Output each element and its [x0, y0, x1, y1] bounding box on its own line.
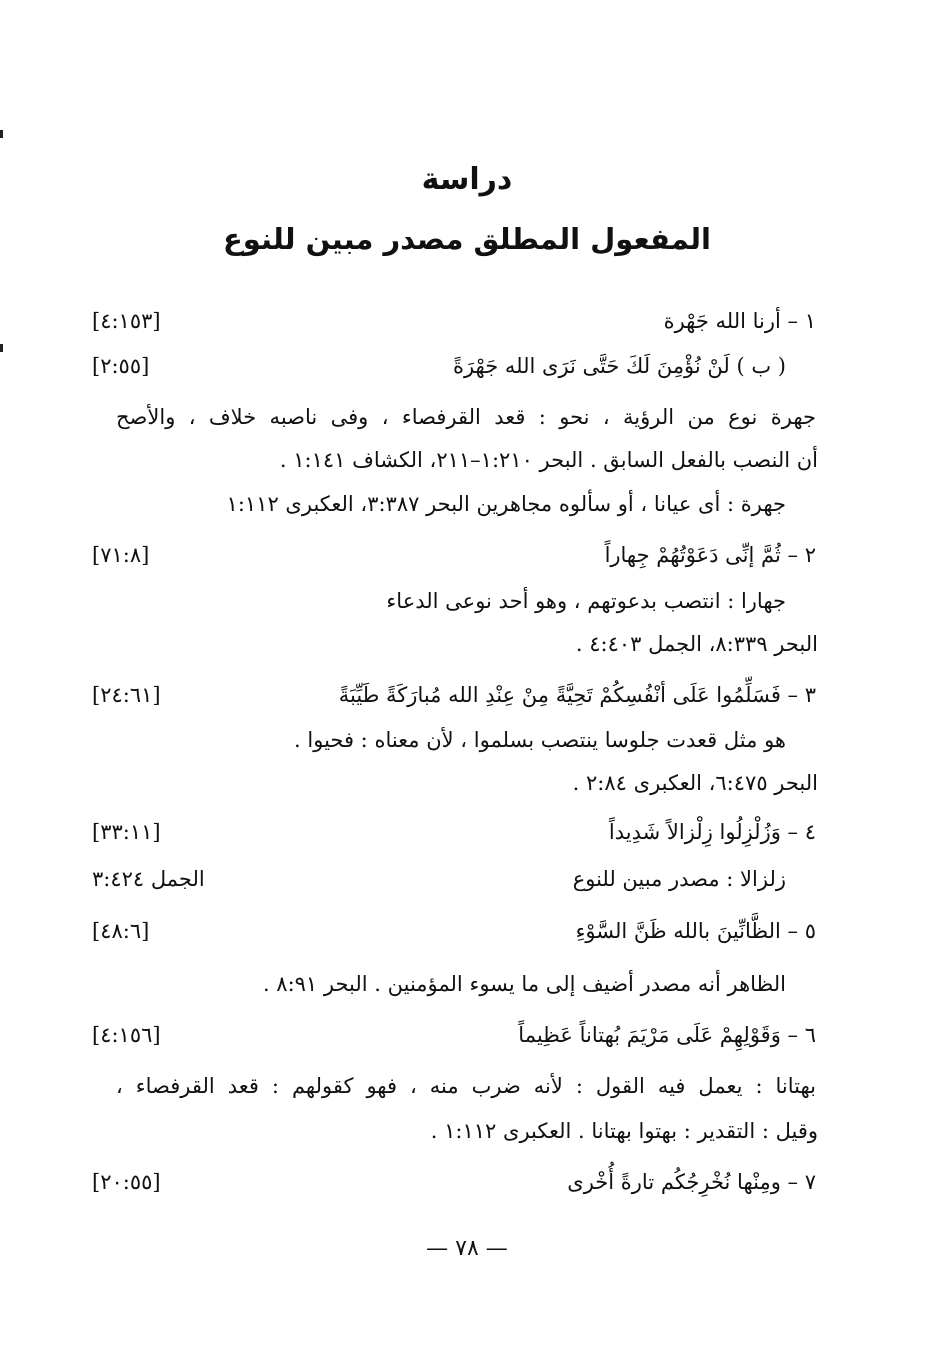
page-subtitle: المفعول المطلق مصدر مبين للنوع	[222, 222, 711, 256]
verse-reference: [٧١:٨]	[92, 543, 150, 567]
commentary-line: هو مثل قعدت جلوسا ينتصب بسلموا ، لأن معناه : فحيوا .	[294, 728, 786, 752]
page-title: دراسة	[421, 162, 513, 197]
commentary-line: جهرة نوع من الرؤية ، نحو : قعد القرفصاء ، وفى ناصبه خلاف ، والأصح	[116, 405, 816, 429]
commentary-line: بهتانا : يعمل فيه القول : لأنه ضرب منه ، فهو كقولهم : قعد القرفصاء ،	[116, 1074, 816, 1098]
verse-line: ٣ – فَسَلِّمُوا عَلَى أنْفُسِكُمْ تَحِيَّةً مِنْ عِنْدِ الله مُبارَكَةً طَيِّبَةً	[338, 683, 816, 707]
verse-line: ( ب ) لَنْ نُؤْمِنَ لَكَ حَتَّى نَرَى الله جَهْرَةً	[452, 354, 786, 378]
verse-line: ٤ – وَزُلْزِلُوا زِلْزالاً شَدِيداً	[608, 820, 816, 844]
scan-edge-mark	[0, 130, 3, 138]
commentary-line: أن النصب بالفعل السابق . البحر ١:٢١٠–٢١١، الكشاف ١:١٤١ .	[279, 448, 818, 472]
verse-reference: [٤٨:٦]	[92, 919, 150, 943]
commentary-line: الظاهر أنه مصدر أضيف إلى ما يسوء المؤمنين . البحر ٨:٩١ .	[262, 972, 786, 996]
verse-line: ٢ – ثُمَّ إنِّى دَعَوْتُهُمْ جِهاراً	[604, 543, 816, 567]
verse-line: ٥ – الظَّانِّينَ بالله ظَنَّ السَّوْءِ	[575, 919, 816, 943]
page-number: — ٧٨ —	[426, 1236, 508, 1261]
side-citation: الجمل ٣:٤٢٤	[92, 867, 205, 891]
commentary-line: جهرة : أى عيانا ، أو سألوه مجاهرين البحر ٣:٣٨٧، العكبرى ١:١١٢	[226, 492, 786, 516]
commentary-line: وقيل : التقدير : بهتوا بهتانا . العكبرى ١:١١٢ .	[430, 1119, 818, 1143]
verse-reference: [٣٣:١١]	[92, 820, 161, 844]
commentary-line: جهارا : انتصب بدعوتهم ، وهو أحد نوعى الدعاء	[386, 589, 786, 613]
commentary-line: زلزالا : مصدر مبين للنوع	[572, 867, 786, 891]
commentary-line: البحر ٨:٣٣٩، الجمل ٤:٤٠٣ .	[575, 632, 818, 656]
verse-line: ٧ – ومِنْها نُخْرِجُكُم تارةً أُخْرى	[567, 1170, 816, 1194]
commentary-line: البحر ٦:٤٧٥، العكبرى ٢:٨٤ .	[572, 771, 818, 795]
verse-line: ٦ – وَقَوْلِهِمْ عَلَى مَرْيَمَ بُهتاناً عَظِيماً	[518, 1023, 816, 1047]
verse-reference: [٢٤:٦١]	[92, 683, 161, 707]
verse-reference: [٤:١٥٦]	[92, 1023, 161, 1047]
verse-reference: [٢٠:٥٥]	[92, 1170, 161, 1194]
scan-edge-mark	[0, 344, 3, 352]
verse-reference: [٤:١٥٣]	[92, 309, 161, 333]
verse-reference: [٢:٥٥]	[92, 354, 150, 378]
verse-line: ١ – أرنا الله جَهْرة	[663, 309, 816, 333]
